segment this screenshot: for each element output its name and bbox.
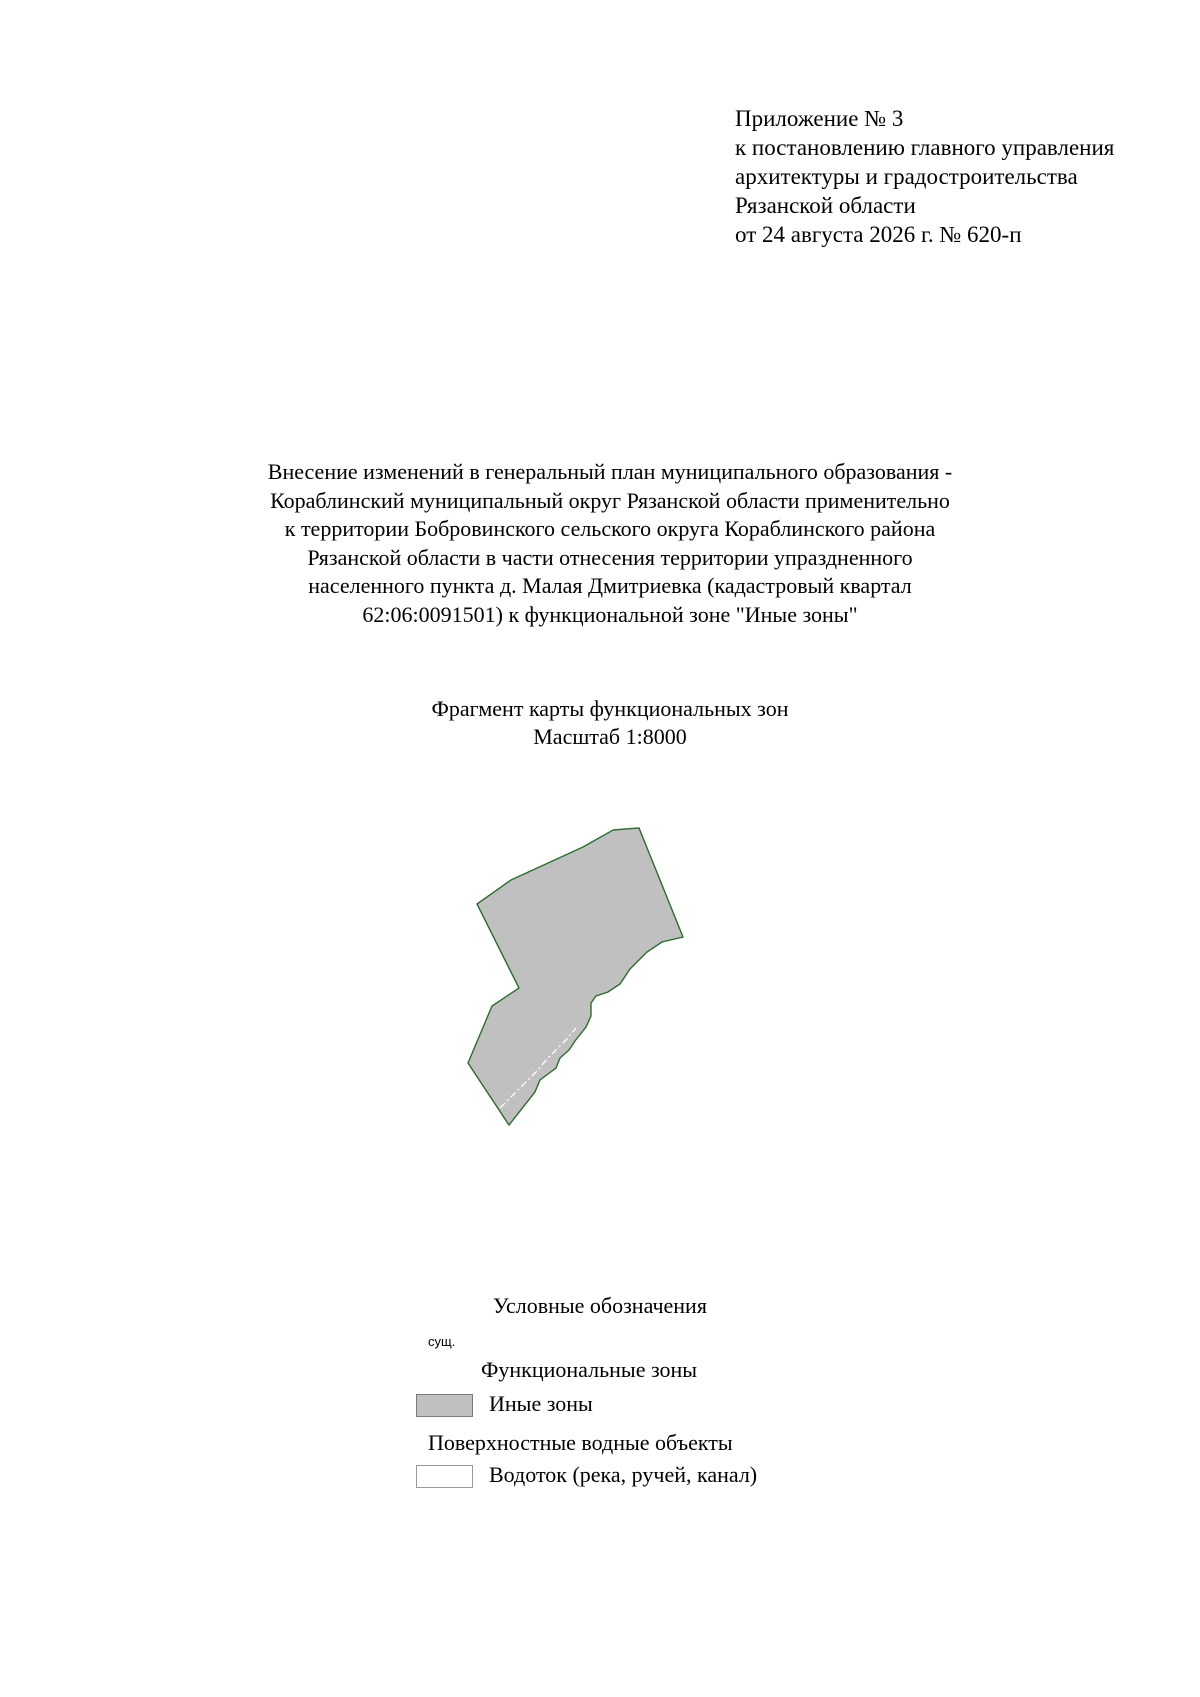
watercourse-line — [500, 1028, 576, 1108]
legend-item-other-zones: Иные зоны — [489, 1391, 593, 1416]
title-line: Рязанской области в части отнесения территории упраздненного — [307, 544, 913, 570]
appendix-line: к постановлению главного управления — [735, 135, 1115, 160]
other-zone-polygon — [468, 828, 683, 1125]
title-line: к территории Бобровинского сельского округа Кораблинского района — [284, 516, 936, 541]
title-line: населенного пункта д. Малая Дмитриевка (кадастровый квартал — [308, 573, 912, 598]
map-heading — [300, 695, 920, 751]
title-line: Внесение изменений в генеральный план муниципального образования - — [267, 459, 953, 484]
legend-status-label: сущ. — [428, 1334, 456, 1349]
appendix-line: Приложение № 3 — [735, 106, 904, 131]
legend-swatch-other-zones — [416, 1394, 473, 1417]
legend-item-watercourse: Водоток (река, ручей, канал) — [489, 1462, 758, 1487]
map-scale: Масштаб 1:8000 — [533, 724, 687, 749]
appendix-line: от 24 августа 2026 г. № 620-п — [735, 222, 1022, 247]
appendix-line: Рязанской области — [735, 193, 916, 218]
map-fragment-title: Фрагмент карты функциональных зон — [431, 696, 789, 721]
title-line: Кораблинский муниципальный округ Рязанской области применительно — [270, 487, 950, 513]
appendix-header — [735, 104, 1114, 249]
legend-swatch-watercourse — [416, 1465, 473, 1488]
document-title — [150, 458, 1070, 629]
legend-group-heading-functional-zones: Функциональные зоны — [481, 1357, 698, 1382]
title-line: 62:06:0091501) к функциональной зоне "Иные зоны" — [362, 601, 858, 627]
legend-title: Условные обозначения — [493, 1293, 707, 1318]
legend-group-heading-water-objects: Поверхностные водные объекты — [428, 1430, 733, 1455]
appendix-line: архитектуры и градостроительства — [735, 164, 1078, 189]
